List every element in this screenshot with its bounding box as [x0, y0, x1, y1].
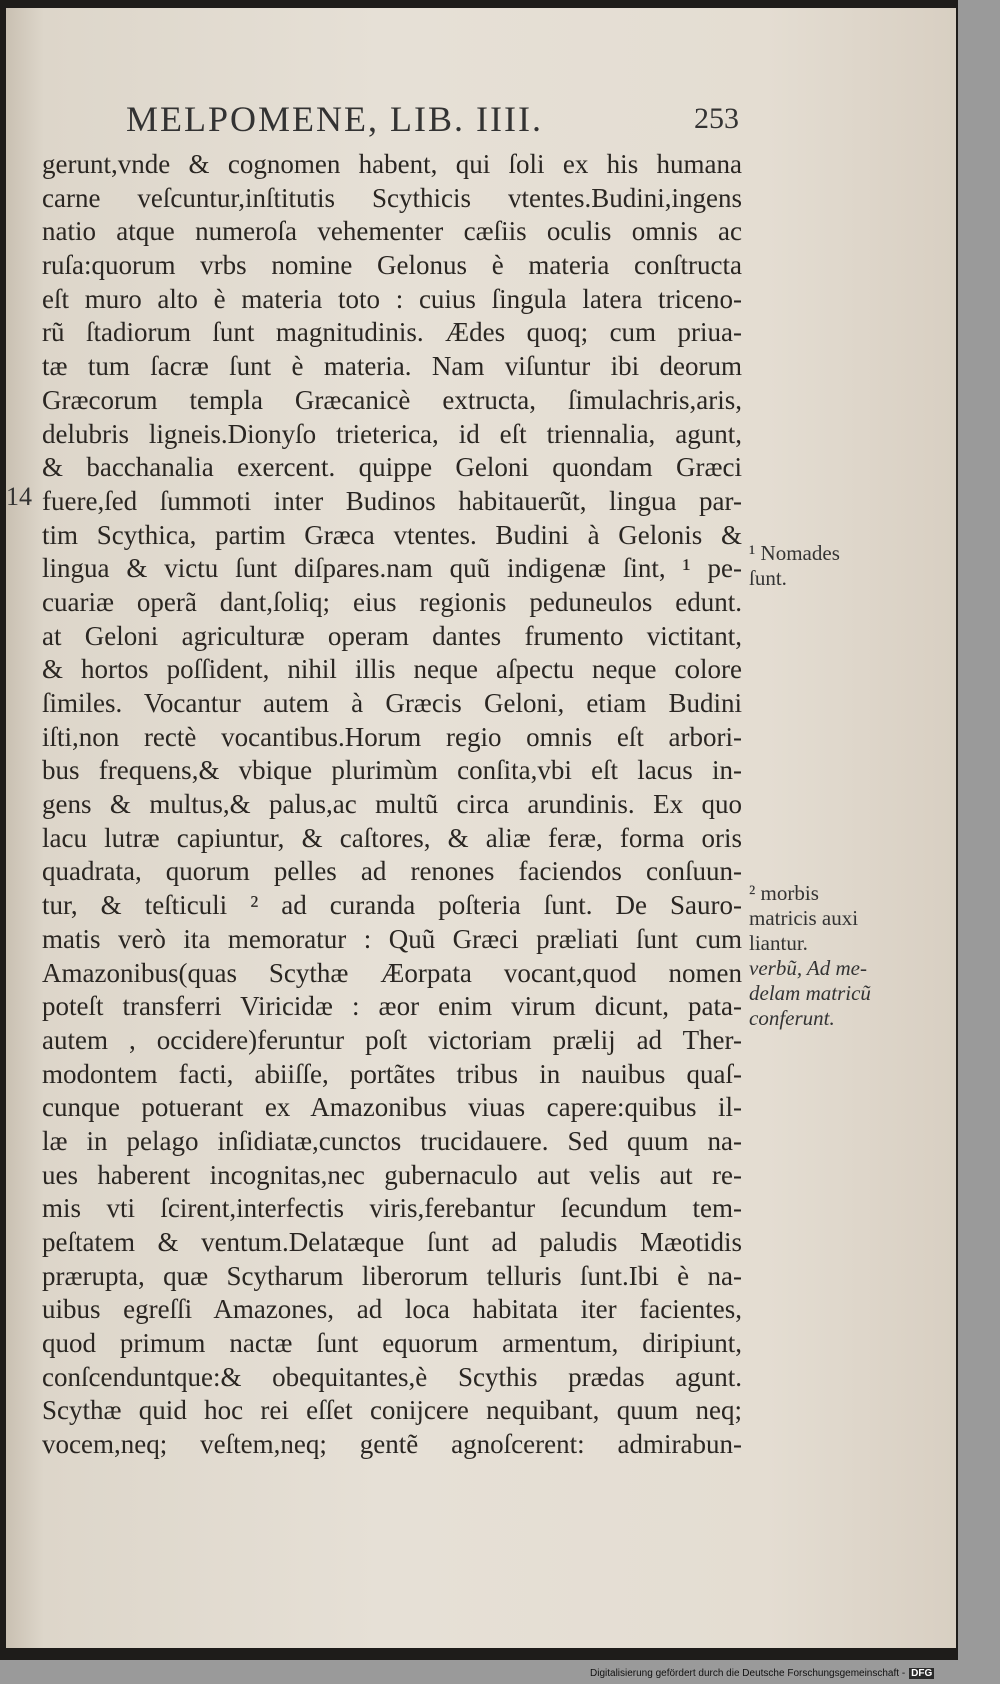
text-line: tæ tum ſacræ ſunt è materia. Nam viſuntur ibi deorum [42, 351, 742, 382]
text-line: gens & multus,& palus,ac multũ circa arundinis. Ex quo [42, 789, 742, 820]
book-page [6, 8, 956, 1648]
text-line: conſcenduntque:& obequitantes,è Scythis prædas agunt. [42, 1361, 742, 1392]
text-line: cunque potuerant ex Amazonibus viuas capere:quibus il- [42, 1092, 742, 1123]
footer-text: Digitalisierung gefördert durch die Deutsche Forschungsgemeinschaft - [590, 1668, 906, 1679]
running-head: MELPOMENE, LIB. IIII. [126, 99, 543, 139]
text-line: fuere,ſed ſummoti inter Budinos habitauerũt, lingua par- [42, 485, 742, 516]
text-line: quod primum nactæ ſunt equorum armentum, diripiunt, [42, 1328, 742, 1359]
page-number: 253 [694, 102, 739, 135]
text-line: bus frequens,& vbique plurimùm conſita,vbi eſt lacus in- [42, 755, 742, 786]
text-line: natio atque numeroſa vehementer cæſiis oculis omnis ac [42, 216, 742, 247]
text-line: iſti,non rectè vocantibus.Horum regio omnis eſt arbori- [42, 721, 742, 752]
note-line: ¹ Nomades [749, 541, 840, 565]
note-line: matricis auxi [749, 906, 859, 930]
note-line: conferunt. [749, 1006, 835, 1030]
note-line: liantur. [749, 931, 808, 955]
text-line: ruſa:quorum vrbs nomine Gelonus è materia conſtructa [42, 250, 742, 281]
note-line: ſunt. [749, 566, 787, 590]
note-line: ² morbis [749, 881, 819, 905]
text-line: lingua & victu ſunt diſpares.nam quũ indigenæ ſint, ¹ pe- [42, 553, 742, 584]
text-line: rũ ſtadiorum ſunt magnitudinis. Ædes quoq; cum priua- [42, 317, 742, 348]
text-line: tur, & teſticuli ² ad curanda poſteria ſunt. De Sauro- [42, 890, 742, 921]
margin-note-1 [749, 541, 840, 591]
text-line: & hortos poſſident, nihil illis neque aſpectu neque colore [42, 654, 742, 685]
text-line: eſt muro alto è materia toto : cuius ſingula latera triceno- [42, 283, 742, 314]
note-line: delam matricũ [749, 981, 871, 1005]
text-line: carne veſcuntur,inſtitutis Scythicis vtentes.Budini,ingens [42, 182, 742, 213]
text-line: mis vti ſcirent,interfectis viris,ferebantur ſecundum tem- [42, 1193, 742, 1224]
text-line: poteſt transferri Viricidæ : æor enim virum dicunt, pata- [42, 991, 742, 1022]
text-line: lacu lutræ capiuntur, & caſtores, & aliæ feræ, forma oris [42, 822, 742, 853]
text-line: ues haberent incognitas,nec gubernaculo aut velis aut re- [42, 1159, 742, 1190]
text-line: vocem,neq; veſtem,neq; gentẽ agnoſcerent: admirabun- [42, 1429, 742, 1460]
text-line: Scythæ quid hoc rei eſſet conijcere nequibant, quum neq; [42, 1395, 742, 1426]
text-line: delubris ligneis.Dionyſo trieterica, id eſt triennalia, agunt, [42, 418, 742, 449]
text-line: tim Scythica, partim Græca vtentes. Budini à Gelonis & [42, 519, 742, 550]
note-line: verbũ, Ad me- [749, 956, 867, 980]
text-line: matis verò ita memoratur : Quũ Græci præliati ſunt cum [42, 923, 742, 954]
text-line: quadrata, quorum pelles ad renones faciendos conſuun- [42, 856, 742, 887]
text-line: gerunt,vnde & cognomen habent, qui ſoli ex his humana [42, 149, 742, 179]
text-line: autem , occidere)feruntur poſt victoriam prælij ad Ther- [42, 1024, 742, 1055]
text-line: Amazonibus(quas Scythæ Æorpata vocant,quod nomen [42, 957, 742, 988]
text-line: uibus egreſſi Amazones, ad loca habitata iter facientes, [42, 1294, 742, 1325]
text-line: modontem facti, abiiſſe, portãtes tribus in nauibus quaſ- [42, 1058, 742, 1089]
footer-credit [590, 1668, 934, 1679]
margin-note-2 [749, 881, 871, 1031]
section-number: 14 [6, 482, 32, 511]
text-line: peſtatem & ventum.Delatæque ſunt ad paludis Mæotidis [42, 1227, 742, 1257]
text-line: ſimiles. Vocantur autem à Græcis Geloni, etiam Budini [42, 688, 742, 718]
body-text [42, 148, 742, 1462]
text-line: at Geloni agriculturæ operam dantes frumento victitant, [42, 620, 742, 651]
text-line: cuariæ operã dant,ſoliq; eius regionis peduneulos edunt. [42, 586, 742, 617]
text-line: & bacchanalia exercent. quippe Geloni quondam Græci [42, 452, 742, 483]
text-line: læ in pelago inſidiatæ,cunctos trucidauere. Sed quum na- [42, 1125, 742, 1156]
text-line: Græcorum templa Græcanicè extructa, ſimulachris,aris, [42, 384, 742, 415]
dfg-logo: DFG [911, 1668, 933, 1679]
text-line: prærupta, quæ Scytharum liberorum telluris ſunt.Ibi è na- [42, 1260, 742, 1291]
